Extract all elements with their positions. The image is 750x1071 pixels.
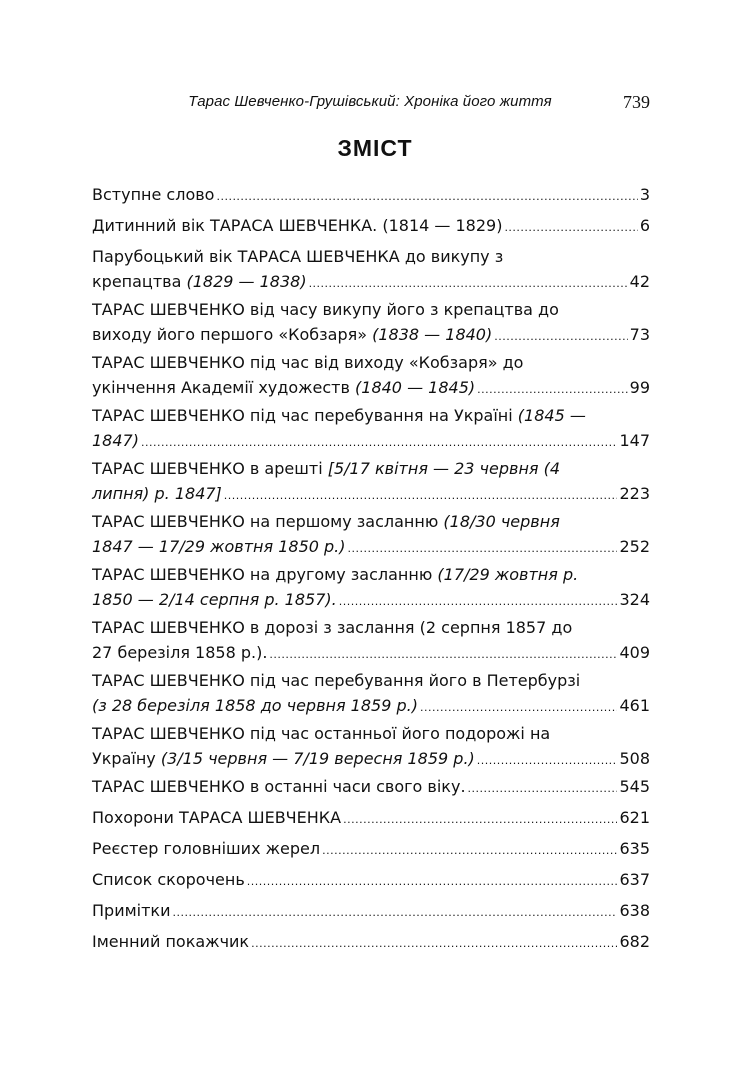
toc-entry-page-number: 545 <box>619 777 650 796</box>
toc-entry-text-plain: укінчення Академії художеств <box>92 378 356 397</box>
toc-entry-text <box>92 269 307 294</box>
toc-entry-text <box>92 640 267 665</box>
toc-entry[interactable] <box>92 350 650 402</box>
toc-entry-text-italic: (1840 — 1845) <box>355 378 476 397</box>
toc-entry[interactable] <box>92 929 650 956</box>
toc-entry-title-date: (18/30 червня <box>443 512 560 531</box>
toc-entry[interactable] <box>92 805 650 832</box>
toc-entry-page-number: 42 <box>629 272 650 291</box>
toc-entry-text-plain: Список скорочень <box>92 870 245 889</box>
toc-entry-leader-line <box>92 428 650 455</box>
toc-entry-leader-line <box>92 898 650 925</box>
dot-leader <box>477 375 628 402</box>
toc-entry[interactable] <box>92 898 650 925</box>
toc-entry-leader-line <box>92 322 650 349</box>
toc-entry[interactable] <box>92 297 650 349</box>
toc-entry[interactable] <box>92 244 650 296</box>
toc-entry-text <box>92 213 502 238</box>
toc-entry-text-plain: крепацтва <box>92 272 187 291</box>
toc-entry[interactable] <box>92 213 650 240</box>
toc-entry-title-text: ТАРАС ШЕВЧЕНКО під час від виходу «Кобзаря» до <box>92 353 524 372</box>
toc-entry[interactable] <box>92 867 650 894</box>
toc-entry-page-number: 324 <box>619 590 650 609</box>
toc-entry-title-line <box>92 456 650 481</box>
toc-entry-title-text: Парубоцький вік ТАРАСА ШЕВЧЕНКА до викупу з <box>92 247 504 266</box>
page-number: 739 <box>623 92 650 112</box>
toc-entry[interactable] <box>92 456 650 508</box>
toc-entry-title-line <box>92 615 650 640</box>
dot-leader <box>504 213 637 240</box>
dot-leader <box>494 322 627 349</box>
toc-entry-text-italic: 1847) <box>92 431 139 450</box>
toc-entry-text-italic: (1829 — 1838) <box>186 272 307 291</box>
toc-entry-title-text: ТАРАС ШЕВЧЕНКО в дорозі з заслання (2 серпня 1857 до <box>92 618 573 637</box>
toc-entry-title-line <box>92 297 650 322</box>
toc-entry-text-plain: Похорони ТАРАСА ШЕВЧЕНКА <box>92 808 342 827</box>
toc-entry-text-italic: (з 28 березіля 1858 до червня 1859 р.) <box>92 696 418 715</box>
toc-entry-page-number: 147 <box>619 431 650 450</box>
toc-entry-leader-line <box>92 213 650 240</box>
toc-entry-page-number: 252 <box>619 537 650 556</box>
dot-leader <box>172 898 617 925</box>
toc-entry-text <box>92 182 214 207</box>
toc-entry-leader-line <box>92 269 650 296</box>
toc-entry-text-plain: виходу його першого «Кобзаря» <box>92 325 373 344</box>
dot-leader <box>348 534 618 561</box>
toc-entry-title-line <box>92 403 650 428</box>
toc-entry-text-plain: Вступне слово <box>92 185 215 204</box>
toc-entry-leader-line <box>92 640 650 667</box>
toc-entry-page-number: 73 <box>629 325 650 344</box>
toc-entry-leader-line <box>92 375 650 402</box>
toc-entry-title-text: ТАРАС ШЕВЧЕНКО від часу викупу його з крепацтва до <box>92 300 559 319</box>
toc-entry-title-date: [5/17 квітня — 23 червня (4 <box>327 459 561 478</box>
toc-entry-title-line <box>92 721 650 746</box>
toc-entry-text-plain: 27 березіля 1858 р.). <box>92 643 268 662</box>
toc-entry-text <box>92 481 222 506</box>
toc-entry[interactable] <box>92 403 650 455</box>
toc-entry-title-text: ТАРАС ШЕВЧЕНКО під час перебування його в Петербурзі <box>92 671 581 690</box>
toc-entry-title-line <box>92 562 650 587</box>
toc-entry-text <box>92 867 245 892</box>
toc-entry-page-number: 635 <box>619 839 650 858</box>
toc-entry-page-number: 3 <box>639 185 650 204</box>
toc-entry-text <box>92 587 337 612</box>
toc-entry-title-line <box>92 509 650 534</box>
dot-leader <box>224 481 618 508</box>
toc-entry-leader-line <box>92 836 650 863</box>
toc-entry-page-number: 508 <box>619 749 650 768</box>
toc-entry-text-italic: (1838 — 1840) <box>372 325 493 344</box>
dot-leader <box>343 805 617 832</box>
toc-entry[interactable] <box>92 562 650 614</box>
toc-entry-leader-line <box>92 481 650 508</box>
toc-entry[interactable] <box>92 836 650 863</box>
toc-entry-title-date: (1845 — <box>517 406 586 425</box>
dot-leader <box>339 587 618 614</box>
toc-entry-text-italic: 1850 — 2/14 серпня р. 1857). <box>92 590 337 609</box>
toc-entry-text <box>92 375 475 400</box>
toc-entry-title-text: ТАРАС ШЕВЧЕНКО на другому засланню <box>92 565 438 584</box>
toc-entry-page-number: 99 <box>629 378 650 397</box>
toc-entry-text <box>92 774 466 799</box>
dot-leader <box>247 867 618 894</box>
toc-entry-text-plain: Дитинний вік ТАРАСА ШЕВЧЕНКА. (1814 — 1829) <box>92 216 503 235</box>
toc-entry-page-number: 621 <box>619 808 650 827</box>
toc-entry-text-plain: Україну <box>92 749 161 768</box>
toc-entry-text <box>92 805 341 830</box>
toc-entry-text <box>92 693 418 718</box>
dot-leader <box>322 836 617 863</box>
dot-leader <box>216 182 637 209</box>
toc-entry-title-text: ТАРАС ШЕВЧЕНКО під час останньої його подорожі на <box>92 724 551 743</box>
toc-entry-title-line <box>92 350 650 375</box>
toc-entry-title-date: (17/29 жовтня р. <box>437 565 579 584</box>
toc-entry[interactable] <box>92 668 650 720</box>
toc-entry[interactable] <box>92 615 650 667</box>
running-title: Тарас Шевченко-Грушівський: Хроніка його життя <box>188 93 552 110</box>
toc-entry-title-text: ТАРАС ШЕВЧЕНКО на першому засланню <box>92 512 444 531</box>
dot-leader <box>420 693 617 720</box>
toc-entry-page-number: 223 <box>619 484 650 503</box>
toc-entry-leader-line <box>92 774 650 801</box>
toc-entry-page-number: 637 <box>619 870 650 889</box>
dot-leader <box>269 640 617 667</box>
toc-entry-page-number: 461 <box>619 696 650 715</box>
contents-heading: ЗМІСТ <box>337 135 413 161</box>
toc-entry-leader-line <box>92 805 650 832</box>
toc-entry-leader-line <box>92 693 650 720</box>
toc-entry-page-number: 682 <box>619 932 650 951</box>
toc-entry[interactable] <box>92 774 650 801</box>
toc-entry-page-number: 409 <box>619 643 650 662</box>
running-head <box>0 92 750 116</box>
toc-entry-leader-line <box>92 867 650 894</box>
toc-entry[interactable] <box>92 182 650 209</box>
toc-entry[interactable] <box>92 721 650 773</box>
toc-entry-leader-line <box>92 746 650 773</box>
toc-entry-text-plain: Реєстер головніших жерел <box>92 839 321 858</box>
toc-entry-text-plain: Іменний покажчик <box>92 932 250 951</box>
toc-entry-text-italic: 1847 — 17/29 жовтня 1850 р.) <box>92 537 346 556</box>
toc-entry-text <box>92 836 320 861</box>
toc-entry-text-italic: липня) р. 1847] <box>92 484 222 503</box>
dot-leader <box>468 774 618 801</box>
toc-entry-text <box>92 534 346 559</box>
toc-entry-title-line <box>92 668 650 693</box>
toc-entry-text <box>92 322 492 347</box>
table-of-contents <box>92 182 650 960</box>
toc-entry-text-plain: Примітки <box>92 901 171 920</box>
toc-entry-text-italic: (3/15 червня — 7/19 вересня 1859 р.) <box>160 749 475 768</box>
toc-entry[interactable] <box>92 509 650 561</box>
toc-entry-title-text: ТАРАС ШЕВЧЕНКО під час перебування на Україні <box>92 406 518 425</box>
toc-entry-leader-line <box>92 587 650 614</box>
toc-entry-title-text: ТАРАС ШЕВЧЕНКО в арешті <box>92 459 328 478</box>
dot-leader <box>251 929 617 956</box>
dot-leader <box>141 428 617 455</box>
toc-entry-text <box>92 929 249 954</box>
toc-entry-title-line <box>92 244 650 269</box>
toc-entry-text <box>92 898 170 923</box>
toc-entry-leader-line <box>92 182 650 209</box>
toc-entry-leader-line <box>92 534 650 561</box>
dot-leader <box>477 746 618 773</box>
toc-entry-page-number: 6 <box>639 216 650 235</box>
toc-entry-page-number: 638 <box>619 901 650 920</box>
dot-leader <box>309 269 628 296</box>
toc-entry-text-plain: ТАРАС ШЕВЧЕНКО в останні часи свого віку. <box>92 777 466 796</box>
toc-entry-leader-line <box>92 929 650 956</box>
toc-entry-text <box>92 428 139 453</box>
toc-entry-text <box>92 746 475 771</box>
